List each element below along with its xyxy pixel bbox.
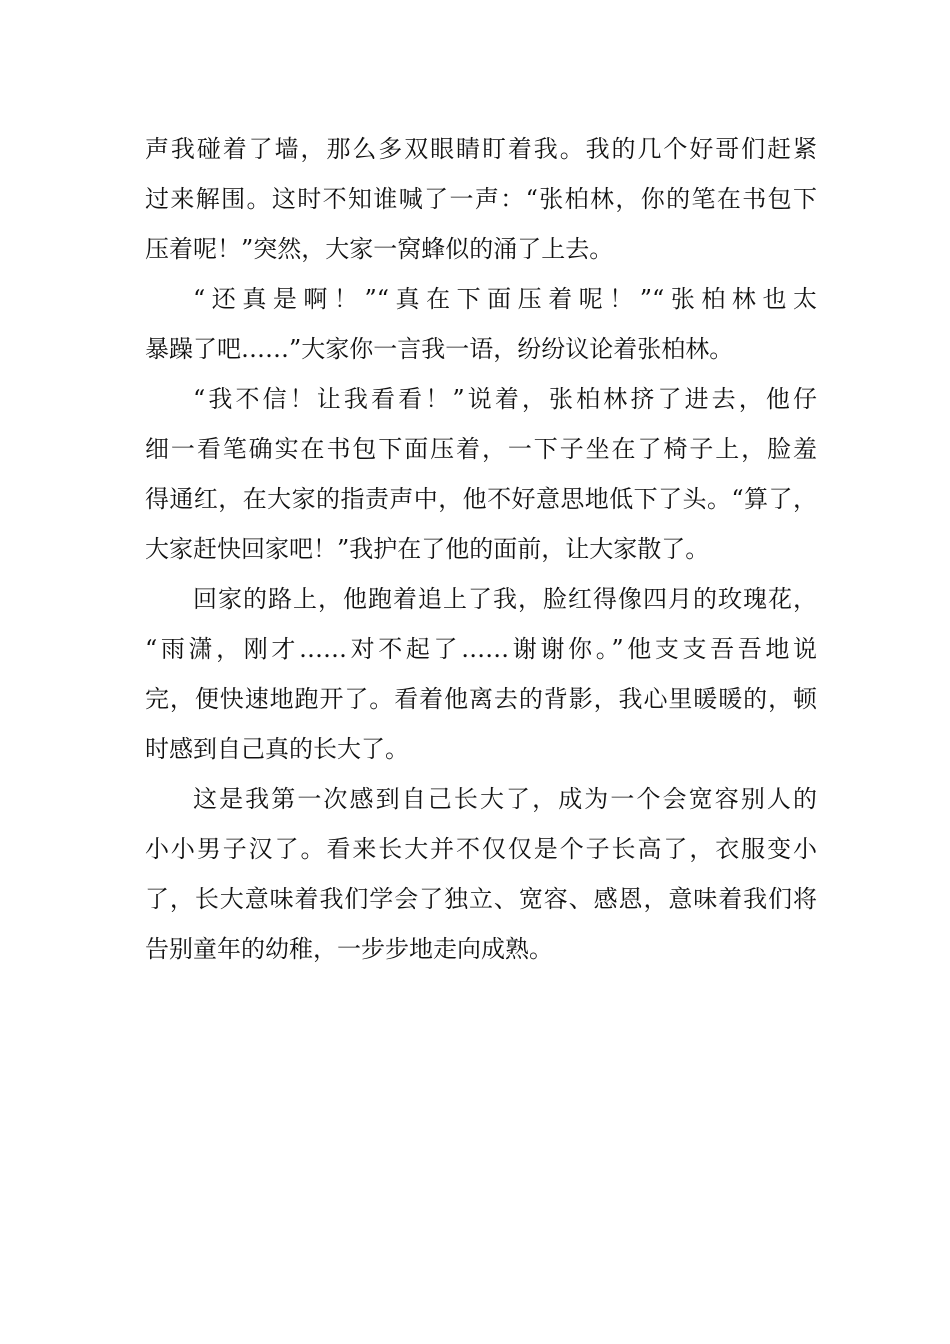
text-line: 这是我第一次感到自己长大了，成为一个会宽容别人的 (193, 785, 817, 813)
text-line: 压着呢！”突然，大家一窝蜂似的涌了上去。 (145, 235, 614, 263)
text-line: “还真是啊！”“真在下面压着呢！”“张柏林也太 (193, 285, 817, 313)
body-text (145, 124, 817, 974)
text-line: 过来解围。这时不知谁喊了一声：“张柏林，你的笔在书包下 (145, 185, 817, 213)
text-line: 小小男子汉了。看来长大并不仅仅是个子长高了，衣服变小 (145, 835, 817, 863)
text-line: 得通红，在大家的指责声中，他不好意思地低下了头。“算了， (145, 485, 817, 513)
text-line: 细一看笔确实在书包下面压着，一下子坐在了椅子上，脸羞 (145, 435, 817, 463)
text-line: 完，便快速地跑开了。看着他离去的背影，我心里暖暖的，顿 (145, 685, 817, 713)
text-line: 了，长大意味着我们学会了独立、宽容、感恩，意味着我们将 (145, 885, 817, 913)
text-line: 声我碰着了墙，那么多双眼睛盯着我。我的几个好哥们赶紧 (145, 135, 817, 163)
text-line: 大家赶快回家吧！”我护在了他的面前，让大家散了。 (145, 535, 710, 563)
text-line: 暴躁了吧……”大家你一言我一语，纷纷议论着张柏林。 (145, 335, 734, 363)
text-line: 告别童年的幼稚，一步步地走向成熟。 (145, 935, 553, 963)
text-line: 回家的路上，他跑着追上了我，脸红得像四月的玫瑰花， (193, 585, 817, 613)
text-line: 时感到自己真的长大了。 (145, 735, 409, 763)
text-line: “我不信！让我看看！”说着，张柏林挤了进去，他仔 (193, 385, 817, 413)
text-line: “雨潇，刚才……对不起了……谢谢你。”他支支吾吾地说 (145, 635, 817, 663)
